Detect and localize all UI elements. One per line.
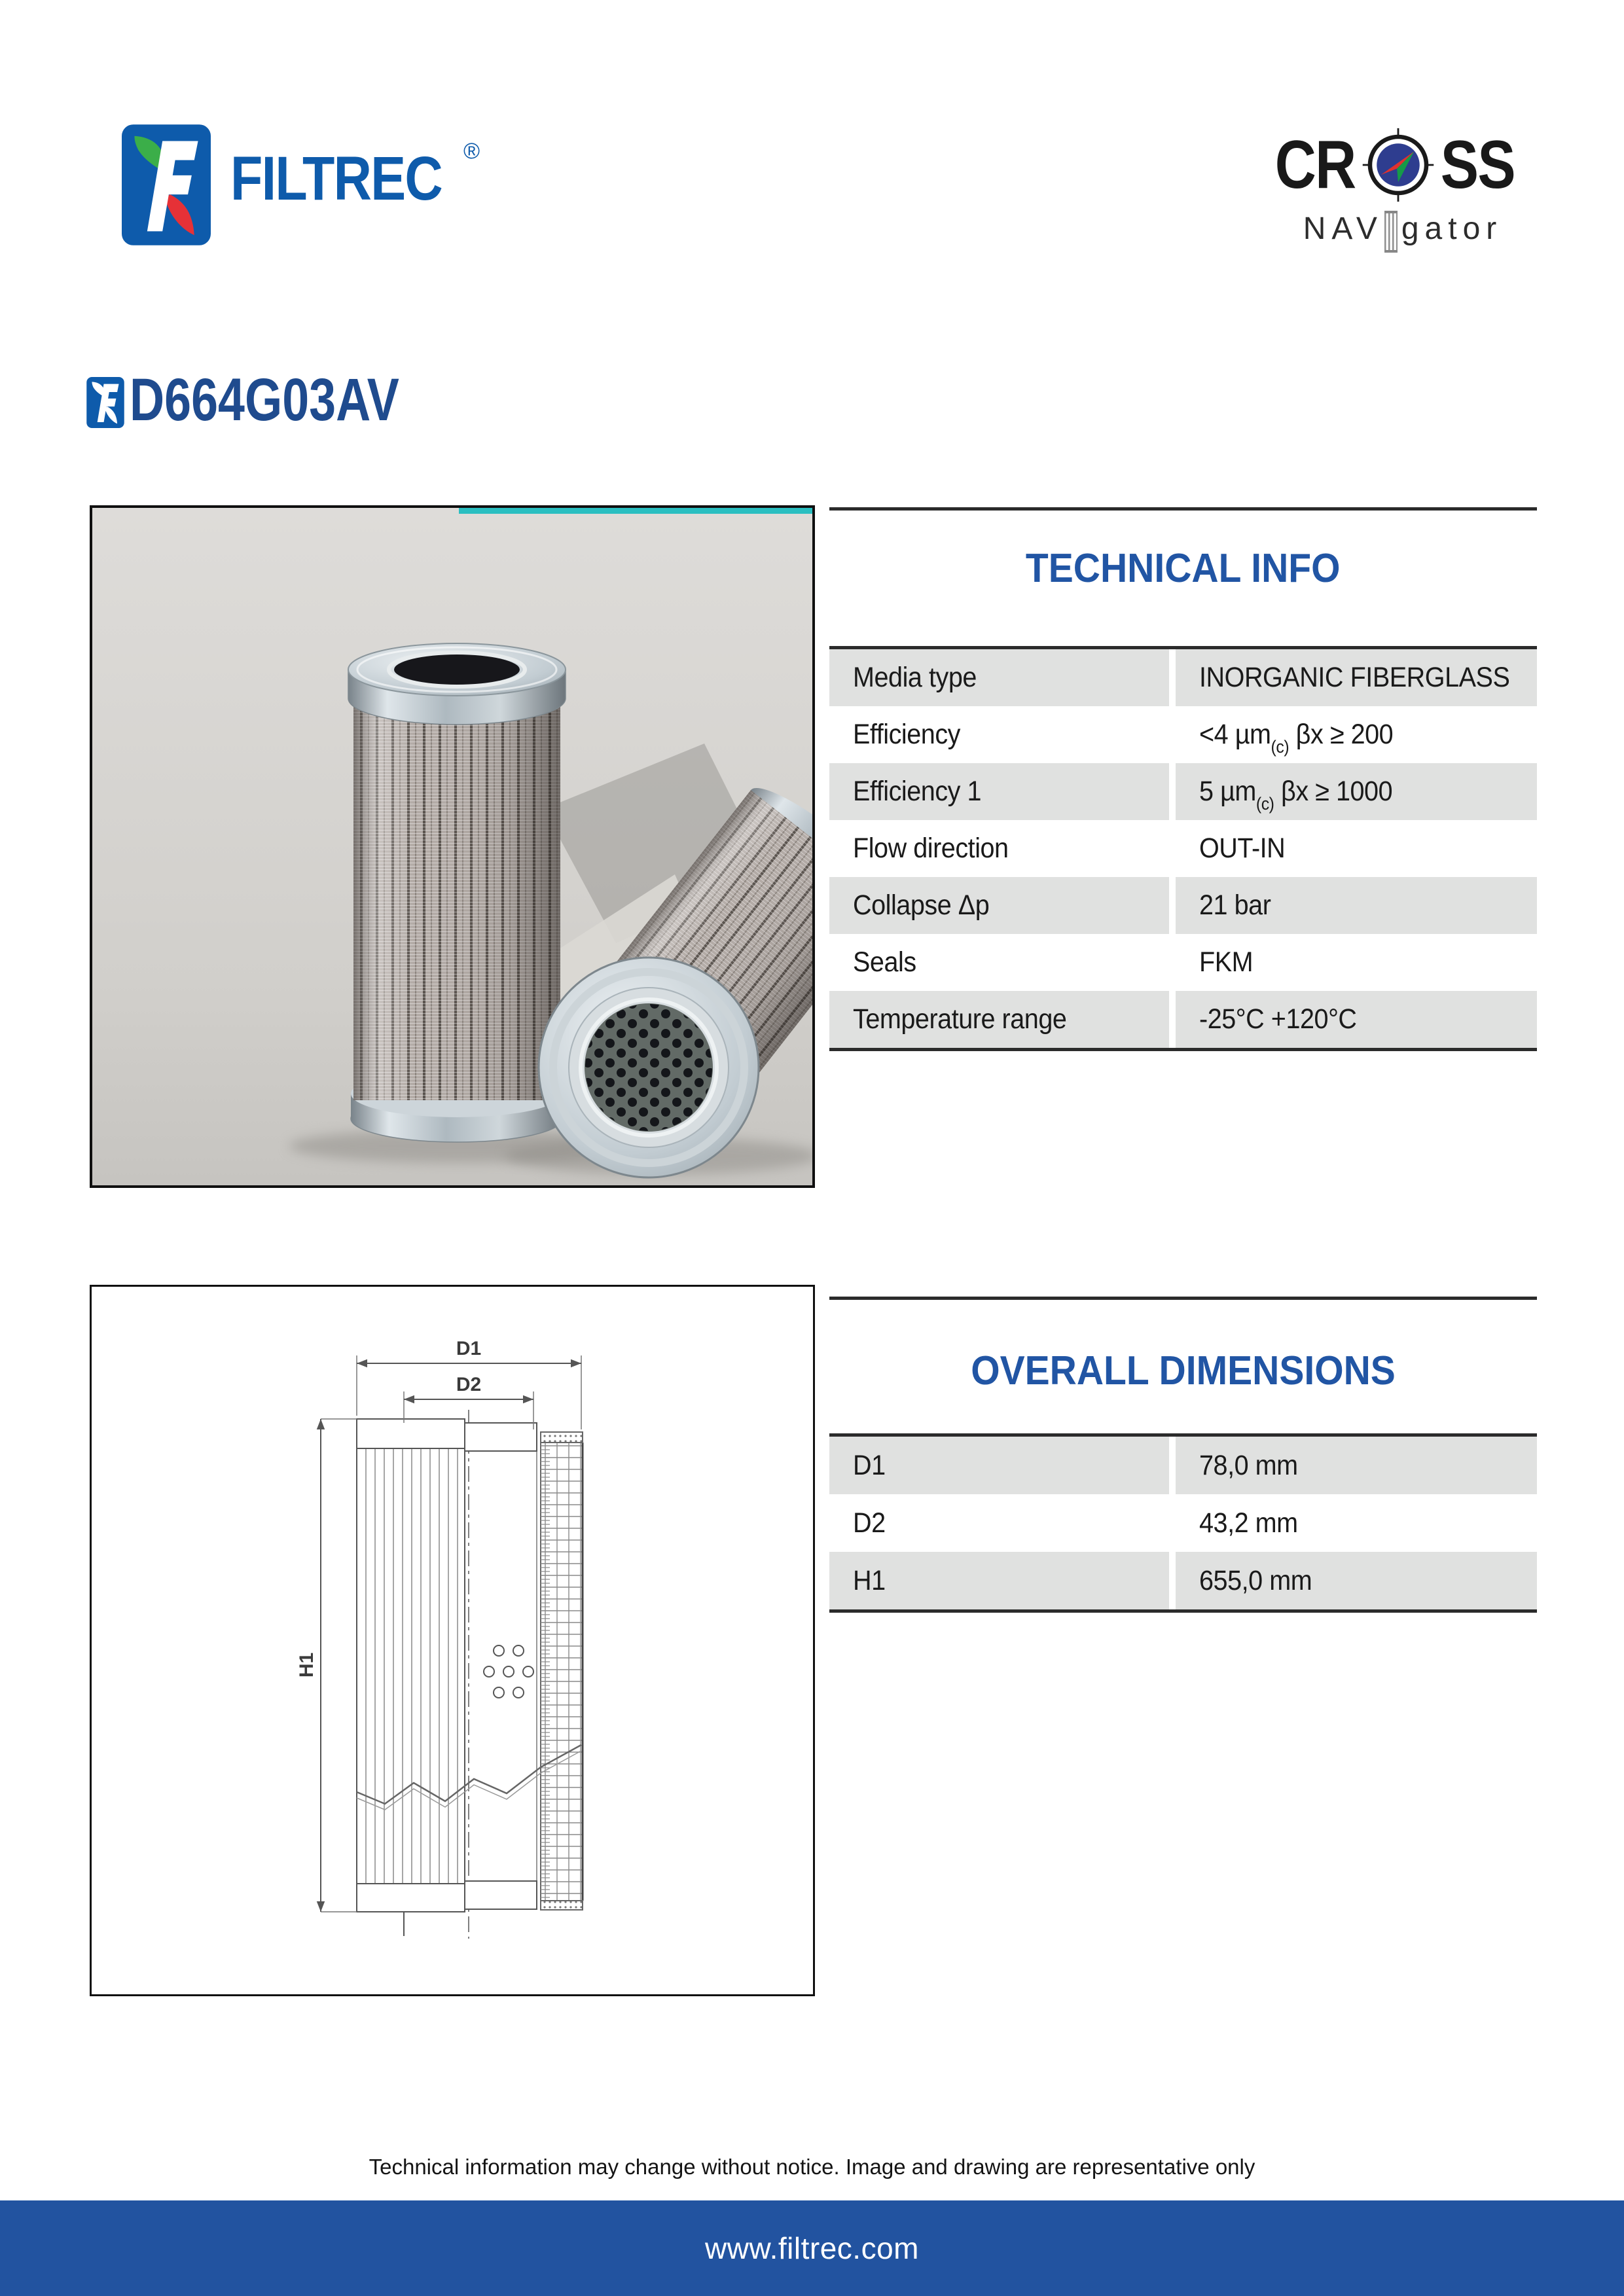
dimension-drawing [92, 1287, 813, 1994]
row-label: Temperature range [853, 1003, 1067, 1035]
filtrec-logo [122, 124, 211, 245]
product-photo [92, 508, 812, 1185]
row-label: Efficiency 1 [853, 776, 982, 807]
drawing-label-d1: D1 [456, 1338, 482, 1359]
nav-text: NAV [1303, 211, 1383, 246]
registered-mark: ® [463, 139, 480, 164]
row-value: -25°C +120°C [1199, 1003, 1357, 1035]
disclaimer-note: Technical information may change without notice. Image and drawing are representative only [369, 2155, 1255, 2179]
teal-accent-line [459, 508, 812, 514]
row-value: FKM [1199, 946, 1254, 978]
footer-bar [0, 2200, 1624, 2296]
row-label: D2 [853, 1507, 886, 1539]
compass-icon [1360, 124, 1436, 206]
product-photo-frame [90, 505, 815, 1188]
row-value: INORGANIC FIBERGLASS [1199, 662, 1510, 693]
cross-letters-right: SS [1440, 127, 1515, 203]
pillar-icon [1384, 211, 1398, 253]
technical-info-top-rule [829, 507, 1537, 511]
website-link[interactable]: www.filtrec.com [705, 2231, 919, 2265]
navigator-wordmark [1303, 208, 1503, 250]
row-label: D1 [853, 1449, 886, 1481]
row-value: 78,0 mm [1199, 1449, 1298, 1481]
row-label: Flow direction [853, 833, 1009, 864]
gator-text: gator [1401, 211, 1503, 246]
table-row [829, 1552, 1537, 1609]
filtrec-f-mini-icon [86, 377, 124, 428]
standing-filter-element [348, 643, 566, 1142]
table-row [829, 706, 1537, 763]
cross-letters-left: CR [1274, 127, 1356, 203]
overall-dimensions-table [829, 1433, 1537, 1613]
row-value: 655,0 mm [1199, 1564, 1312, 1596]
page-title [130, 367, 467, 433]
brand-wordmark-text: FILTREC [230, 144, 442, 213]
row-label: Media type [853, 662, 977, 693]
drawing-label-h1: H1 [296, 1652, 317, 1678]
row-value: OUT-IN [1199, 833, 1286, 864]
brand-wordmark [230, 144, 479, 213]
table-row [829, 820, 1537, 877]
product-code-text: D664G03AV [130, 367, 399, 433]
overall-dimensions-top-rule [829, 1297, 1537, 1300]
table-row [829, 763, 1537, 820]
cross-navigator-logo [1260, 124, 1528, 250]
table-row [829, 991, 1537, 1048]
row-value: 43,2 mm [1199, 1507, 1298, 1539]
table-row [829, 649, 1537, 706]
table-row [829, 1494, 1537, 1552]
table-row [829, 877, 1537, 934]
table-row [829, 934, 1537, 991]
row-label: H1 [853, 1564, 886, 1596]
row-label: Seals [853, 946, 916, 978]
filtrec-f-icon [122, 124, 211, 245]
row-label: Efficiency [853, 719, 960, 750]
row-label: Collapse Δp [853, 889, 990, 921]
drawing-label-d2: D2 [456, 1374, 482, 1395]
cross-wordmark [1267, 124, 1522, 206]
dimension-drawing-frame [90, 1285, 815, 1996]
row-value: 21 bar [1199, 889, 1271, 921]
technical-info-table [829, 646, 1537, 1051]
row-value: <4 µm$_{(c)}$ βx ≥ 200 [1199, 719, 1394, 757]
product-code-icon [86, 377, 124, 428]
table-row [829, 1437, 1537, 1494]
technical-info-title: TECHNICAL INFO [1026, 546, 1341, 591]
row-value: 5 µm$_{(c)}$ βx ≥ 1000 [1199, 776, 1393, 814]
overall-dimensions-title: OVERALL DIMENSIONS [971, 1348, 1396, 1393]
